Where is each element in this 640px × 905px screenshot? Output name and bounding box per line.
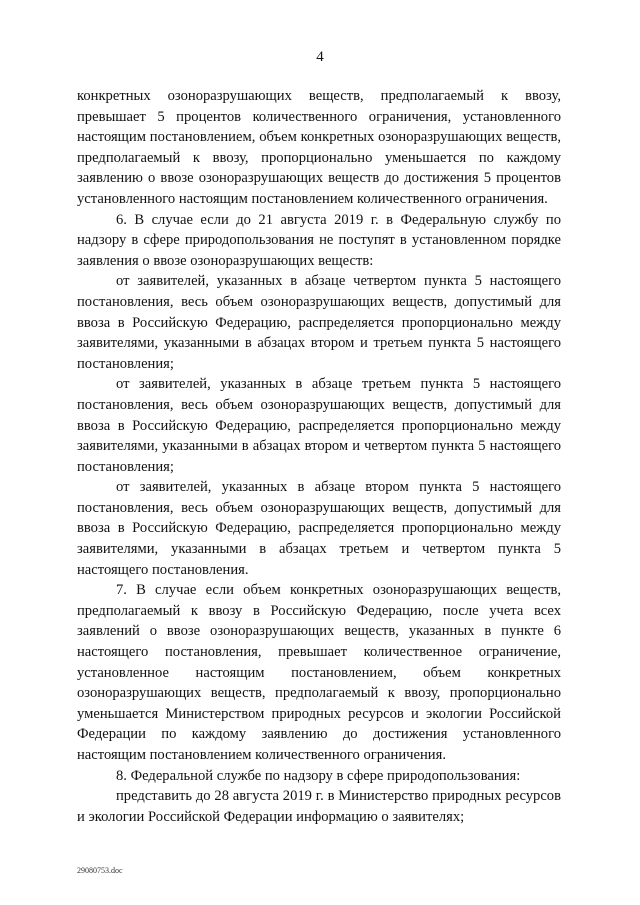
paragraph: 7. В случае если объем конкретных озоноразрушающих веществ, предполагаемый к ввозу в Российскую Федерацию, после учета всех заявлений о ввозе озоноразрушающих веществ, указанных в пункте 6 настоящего постановления, превышает количественное ограничение, установленное настоящим постановлением, объем конкретных озоноразрушающих веществ, предполагаемый к ввозу, пропорционально уменьшается Министерством природных ресурсов и экологии Российской Федерации по каждому заявлению до достижения установленного настоящим постановлением количественного ограничения. [77,582,561,763]
paragraph: от заявителей, указанных в абзаце втором пункта 5 настоящего постановления, весь объем озоноразрушающих веществ, допустимый для ввоза в Российскую Федерацию, распределяется пропорционально между заявителями, указанными в абзацах третьем и четвертом пункта 5 настоящего постановления. [77,479,561,578]
paragraph: представить до 28 августа 2019 г. в Министерство природных ресурсов и экологии Российской Федерации информацию о заявителях; [77,788,561,825]
paragraph: от заявителей, указанных в абзаце третьем пункта 5 настоящего постановления, весь объем озоноразрушающих веществ, допустимый для ввоза в Российскую Федерацию, распределяется пропорционально между заявителями, указанными в абзацах втором и четвертом пункта 5 настоящего постановления; [77,376,561,475]
paragraph: от заявителей, указанных в абзаце четвертом пункта 5 настоящего постановления, весь объем озоноразрушающих веществ, допустимый для ввоза в Российскую Федерацию, распределяется пропорционально между заявителями, указанными в абзацах втором и третьем пункта 5 настоящего постановления; [77,273,561,372]
paragraph: 8. Федеральной службе по надзору в сфере природопользования: [116,767,521,784]
page-number: 4 [316,49,324,65]
file-name-footer: 29080753.doc [77,866,123,875]
paragraph: 6. В случае если до 21 августа 2019 г. в Федеральную службу по надзору в сфере природопользования не поступят в установленном порядке заявления о ввозе озоноразрушающих веществ: [77,211,561,269]
body-text [77,86,561,827]
paragraph: конкретных озоноразрушающих веществ, предполагаемый к ввозу, превышает 5 процентов количественного ограничения, установленного настоящим постановлением, объем конкретных озоноразрушающих веществ, предполагаемый к ввозу, пропорционально уменьшается по каждому заявлению о ввозе озоноразрушающих веществ до достижения 5 процентов установленного настоящим постановлением количественного ограничения. [77,88,561,207]
